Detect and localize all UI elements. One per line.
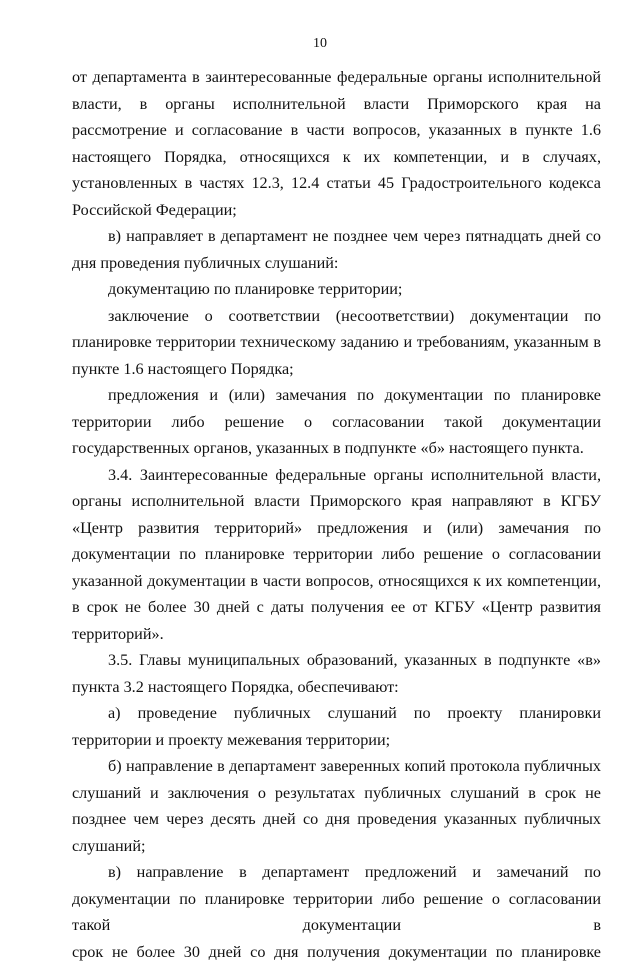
paragraph: в) направляет в департамент не позднее чем через пятнадцать дней со дня проведения публичных слушаний: (72, 223, 601, 276)
paragraph: от департамента в заинтересованные федеральные органы исполнительной власти, в органы исполнительной власти Приморского края на рассмотрение и согласование в части вопросов, указанных в пункте 1.6 настоящего Порядка, относящихся к их компетенции, и в случаях, установленных в частях 12.3, 12.4 статьи 45 Градостроительного кодекса Российской Федерации; (72, 64, 601, 223)
paragraph: 3.5. Главы муниципальных образований, указанных в подпункте «в» пункта 3.2 настоящего Порядка, обеспечивают: (72, 647, 601, 700)
paragraph: в) направление в департамент предложений и замечаний по документации по планировке территории либо решение о согласовании такой документации в (72, 859, 601, 939)
paragraph: 3.4. Заинтересованные федеральные органы исполнительной власти, органы исполнительной власти Приморского края направляют в КГБУ «Центр развития территорий» предложения и (или) замечания по документации по планировке территории либо решение о согласовании указанной документации в части вопросов, относящихся к их компетенции, в срок не более 30 дней с даты получения ее от КГБУ «Центр развития территорий». (72, 462, 601, 648)
paragraph: предложения и (или) замечания по документации по планировке территории либо решение о согласовании такой документации государственных органов, указанных в подпункте «б» настоящего пункта. (72, 382, 601, 462)
paragraph: а) проведение публичных слушаний по проекту планировки территории и проекту межевания территории; (72, 700, 601, 753)
paragraph: заключение о соответствии (несоответствии) документации по планировке территории техническому заданию и требованиям, указанным в пункте 1.6 настоящего Порядка; (72, 303, 601, 383)
paragraph-continued-line: срок не более 30 дней со дня получения документации по планировке (72, 939, 601, 965)
page-number: 10 (0, 36, 640, 52)
document-body (72, 64, 601, 965)
paragraph: документацию по планировке территории; (72, 276, 601, 303)
paragraph: б) направление в департамент заверенных копий протокола публичных слушаний и заключения о результатах публичных слушаний в срок не позднее чем через десять дней со дня проведения указанных публичных слушаний; (72, 753, 601, 859)
